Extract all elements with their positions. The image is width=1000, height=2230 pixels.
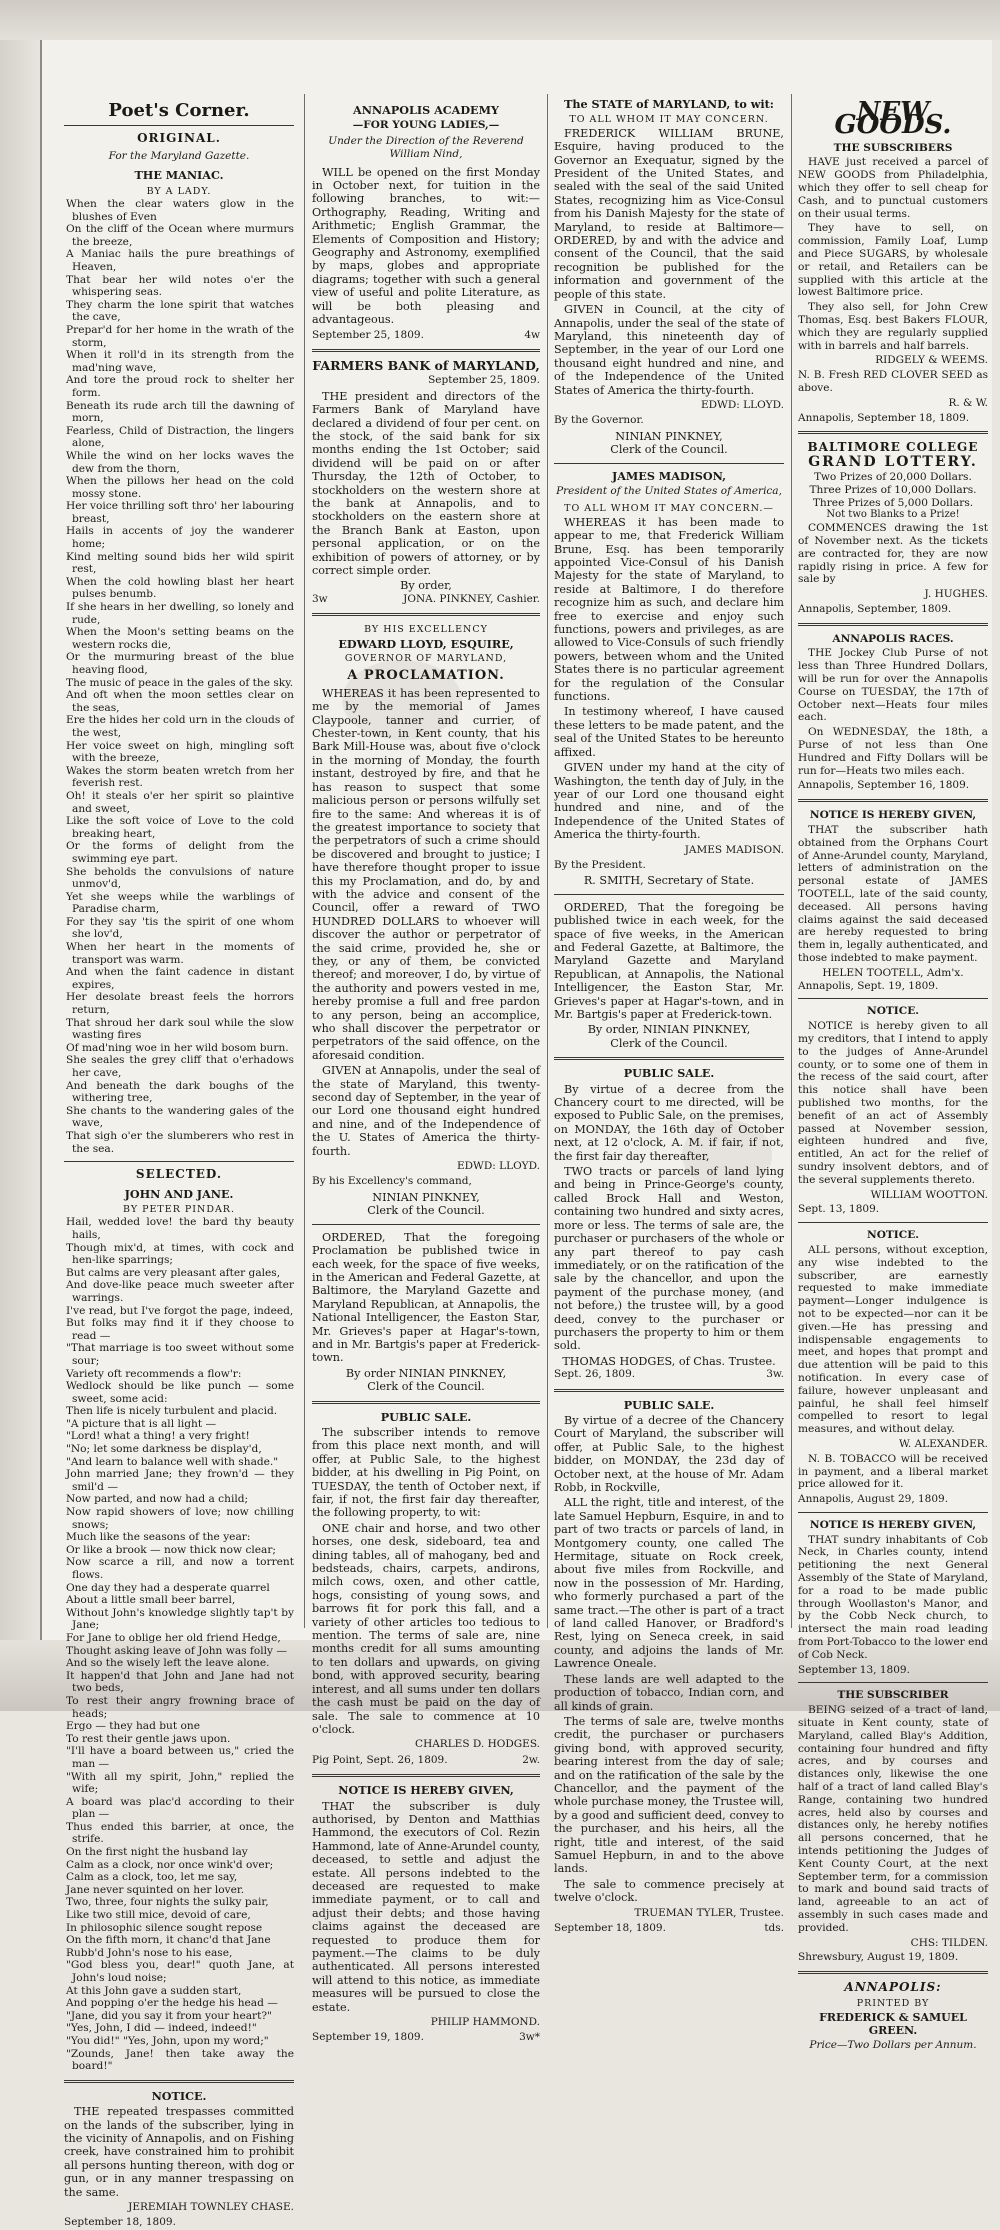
- scan-left-edge: [0, 40, 40, 1640]
- poem-line: Kind melting sound bids her wild spirit rest,: [66, 550, 294, 576]
- notice4-title: NOTICE IS HEREBY GIVEN,: [809, 1518, 977, 1531]
- poem-title: THE MANIAC.: [134, 168, 224, 183]
- poem-line: "Jane, did you say it from your heart?": [66, 2009, 272, 2022]
- president-secretary: R. SMITH, Secretary of State.: [583, 874, 755, 888]
- notice2-date: Sept. 13, 1809.: [798, 1203, 880, 1216]
- poem-line: And dove-like peace much sweeter after warrings.: [66, 1279, 294, 1304]
- prize-line: Two Prizes of 20,000 Dollars.: [814, 470, 972, 483]
- poem-line: That sigh o'er the slumberers who rest in the sea.: [66, 1129, 294, 1155]
- races-text-2: On WEDNESDAY, the 18th, a Purse of not less than One Hundred and Fifty Dollars will be run for—Heats two miles each.: [798, 726, 988, 777]
- poem-line: "Zounds, Jane! then take away the board!": [66, 2047, 294, 2073]
- ordered-text: ORDERED, That the foregoing be published twice in each week, for the space of five weeks, in the American and Federal Gazette, at Baltimore, the Maryland Gazette and Maryland Republican, at Annapolis, the National Intelligencer, the Easton Star, Mr. Grieves's paper at Hagar's-town, and in Mr. Bartgis's paper at Frederick-town.: [554, 900, 784, 1021]
- sale2-text-4: The terms of sale are, twelve months credit, the purchaser or purchasers giving bond, with approved security, bearing interest from the day of sale; and on the ratification of the sale by the Chancellor, and the payment of the whole purchase money, the Trustee will, by a good and sufficient deed, convey to the purchaser, and his heirs, all the right, title and interest, of the said Samuel Hepburn, in and to the above lands.: [554, 1714, 784, 1876]
- president-given: GIVEN under my hand at the city of Washington, the tenth day of July, in the year of our Lord one thousand eight hundred and nine, and of the Independence of the United States of America the thirty-fourth.: [554, 761, 784, 842]
- poem-line: If she hears in her dwelling, so lonely and rude,: [66, 601, 294, 626]
- poem-line: For Jane to oblige her old friend Hedge,: [66, 1631, 281, 1644]
- poem-line: Two, three, four nights the sulky pair,: [66, 1896, 269, 1909]
- poem-line: "God bless you, dear!" quoth Jane, at John's loud noise;: [66, 1959, 294, 1984]
- poem-line: Or the forms of delight from the swimming eye part.: [66, 840, 294, 865]
- poem-line: Much like the seasons of the year:: [66, 1531, 251, 1544]
- poem-line: Variety oft recommends a flow'r:: [66, 1367, 242, 1380]
- column-academy-bank: [312, 98, 540, 2044]
- poem-line: Thus ended this barrier, at once, the strife.: [66, 1820, 294, 1846]
- bank-title: FARMERS BANK of MARYLAND,: [312, 357, 540, 373]
- poem-line: Or like a brook — now thick now clear;: [66, 1543, 276, 1556]
- lottery-signature: J. HUGHES.: [924, 588, 988, 601]
- poem-line: Like the soft voice of Love to the cold breaking heart,: [66, 815, 294, 840]
- poem-line: And beneath the dark boughs of the withering tree,: [66, 1079, 294, 1105]
- sale2-title: PUBLIC SALE.: [623, 1397, 715, 1412]
- ordered-clerk: Clerk of the Council.: [610, 1036, 728, 1050]
- poem-line: "A picture that is all light —: [66, 1417, 217, 1430]
- poem-line: It happen'd that John and Jane had not two beds,: [66, 1669, 294, 1695]
- poem-line: The music of peace in the gales of the sky.: [66, 676, 294, 689]
- president-text: WHEREAS it has been made to appear to me, that Frederick William Brune, Esq. has been temporarily appointed Vice-Consul of his Danish Majesty for the state of Maryland, to reside at Baltimore, I do therefore recognize him as such, and declare him free to exercise and enjoy such functions, powers and privileges, as are allowed to Vice-Consuls of such friendly powers, between whom and the United States there is no particular agreement for the regulation of the Consular functions.: [554, 515, 784, 704]
- scan-top-edge: [0, 0, 1000, 40]
- poem-line: When the clear waters glow in the blushes of Even: [66, 198, 294, 223]
- poem-line: Her desolate breast feels the horrors return,: [66, 991, 294, 1017]
- races-title: ANNAPOLIS RACES.: [832, 632, 954, 645]
- poem-line: Wakes the storm beaten wretch from her feverish rest.: [66, 764, 294, 790]
- poem-line: Or the murmuring breast of the blue heaving flood,: [66, 651, 294, 676]
- sale-text-2: ONE chair and horse, and two other horses, one desk, sideboard, tea and dining tables, all of mahogany, bed and bedsteads, chairs, carpets, andirons, milch cows, oxen, and other cattle, hogs, consisting of young sows, and barrows fit for pork this fall, and a variety of other articles too tedious to mention. The terms of sale are, nine months credit for all sums amounting to ten dollars and upwards, on giving bond, with approved security, bearing interest, and all sums under ten dollars the cash must be paid on the day of sale. The sale to commence at 10 o'clock.: [312, 1521, 540, 1736]
- poem-line: Wedlock should be like punch — some sweet, some acid:: [66, 1380, 294, 1405]
- ordered-signature: NINIAN PINKNEY,: [642, 1023, 751, 1037]
- lottery-date: Annapolis, September, 1809.: [798, 602, 952, 615]
- notice3-signature: W. ALEXANDER.: [898, 1437, 988, 1450]
- poem-line: Jane never squinted on her lover.: [66, 1883, 245, 1896]
- poem-line: When the Moon's setting beams on the western rocks die,: [66, 626, 294, 651]
- sale2-text-3: These lands are well adapted to the production of tobacco, Indian corn, and all kinds of grain.: [554, 1672, 784, 1713]
- notice-signature: JEREMIAH TOWNLEY CHASE.: [128, 2201, 294, 2213]
- state-signature: EDWD: LLOYD.: [700, 398, 784, 411]
- proclamation-given: GIVEN at Annapolis, under the seal of the state of Maryland, this twenty-second day of September, in the year of our Lord one thousand eight hundred and nine, and of the Independence of the U. States of America the thirty-fourth.: [312, 1064, 540, 1158]
- imprint-names: FREDERICK & SAMUEL GREEN.: [819, 2010, 967, 2037]
- poem-line: When her heart in the moments of transport was warm.: [66, 941, 294, 966]
- sale1-code: 3w.: [766, 1368, 784, 1381]
- poem-line: Calm as a clock, too, let me say,: [66, 1871, 238, 1884]
- notice4-text: THAT sundry inhabitants of Cob Neck, in Charles county, intend petitioning the next General Assembly of the State of Maryland, for a road to be made public through Woollaston's Manor, and by the Cobb Neck church, to intersect the main road leading from Port-Tobacco to the lower end of Cob Neck.: [798, 1533, 988, 1661]
- sale2-code: tds.: [764, 1922, 784, 1934]
- column-state-notices: [554, 97, 784, 1934]
- bank-date: September 25, 1809.: [428, 374, 540, 387]
- subscriber-text: BEING seized of a tract of land, situate in Kent county, state of Maryland, called Blay's Addition, containing four hundred and fifty acres, and by courses and distances only, likewise the one half of a tract of land called Blay's Range, containing two hundred acres, held also by courses and distances only, he hereby notifies all persons concerned, that he intends petitioning the Judges of Kent County Court, at the next September term, for a commission to mark and bound said tracts of land, agreeable to an act of assembly in such cases made and provided.: [798, 1704, 988, 1934]
- academy-title: ANNAPOLIS ACADEMY: [353, 103, 499, 117]
- ordered-clerk: Clerk of the Council.: [367, 1380, 485, 1394]
- selected-label: SELECTED.: [135, 1167, 223, 1182]
- academy-text: WILL be opened on the first Monday in October next, for tuition in the following branches, to wit:— Orthography, Reading, Writing and Arithmetic; English Grammar, the Elements of Composition and History; Geography and Astronomy, exemplified by maps, globes and appropriate diagrams; together with such a general view of useful and polite Literature, as will be both pleasing and advantageous.: [312, 165, 540, 327]
- ordered-by: By order: [345, 1366, 396, 1380]
- notice3-text: ALL persons, without exception, any wise indebted to the subscriber, are earnestly requested to make immediate payment—Longer indulgence is not to be expected—nor can it be given.—He has pressing and indispensable engagements to meet, and hopes that prompt and due attention will be paid to this notification. In every case of failure, however unpleasant and painful, he shall feel himself compelled to resort to legal measures, and without delay.: [798, 1243, 988, 1436]
- president-signature: JAMES MADISON.: [684, 843, 784, 856]
- lottery-title: BALTIMORE COLLEGE: [807, 440, 979, 455]
- poem-line: "I'll have a board between us," cried the man —: [66, 1745, 294, 1770]
- notice3-title: NOTICE.: [867, 1229, 919, 1242]
- poem-line: I've read, but I've forgot the page, indeed,: [66, 1304, 294, 1317]
- imprint-place: ANNAPOLIS:: [844, 1980, 942, 1995]
- prizes-note: Not two Blanks to a Prize!: [826, 509, 960, 521]
- notice2-title: NOTICE.: [867, 1005, 919, 1018]
- subscriber-signature: CHS: TILDEN.: [910, 1936, 988, 1949]
- subscriber-date: Shrewsbury, August 19, 1809.: [798, 1951, 959, 1964]
- president-name: JAMES MADISON,: [611, 468, 727, 483]
- poem-line: Thought asking leave of John was folly —: [66, 1644, 287, 1657]
- poem-line: "That marriage is too sweet without some sour;: [66, 1342, 294, 1367]
- president-to: TO ALL WHOM IT MAY CONCERN.—: [564, 503, 774, 515]
- proclamation-signature: EDWD: LLOYD.: [456, 1160, 540, 1173]
- poem-line: Then life is nicely turbulent and placid.: [66, 1405, 278, 1418]
- poem-line: Her voice thrilling soft thro' her labouring breast,: [66, 500, 294, 525]
- state-to: TO ALL WHOM IT MAY CONCERN.: [569, 114, 769, 126]
- sale2-text: By virtue of a decree of the Chancery Court of Maryland, the subscriber will offer, at Public Sale, to the highest bidder, on MONDAY, the 23d day of October next, at the house of Mr. Adam Robb, in Rockville,: [554, 1413, 784, 1494]
- lottery-text: COMMENCES drawing the 1st of November next. As the tickets are contracted for, they are now rapidly rising in price. A few for sale by: [798, 522, 988, 586]
- poem-line: Ergo — they had but one: [66, 1720, 200, 1733]
- poem-line: She chants to the wandering gales of the wave,: [66, 1104, 294, 1130]
- poem-line: "With all my spirit, John," replied the wife;: [66, 1770, 294, 1796]
- notice3-date: Annapolis, August 29, 1809.: [798, 1493, 949, 1506]
- academy-date: September 25, 1809.: [312, 328, 424, 341]
- column-advertisements: [798, 97, 988, 2052]
- sale1-date: Sept. 26, 1809.: [554, 1368, 636, 1381]
- poem-line: On the fifth morn, it chanc'd that Jane: [66, 1934, 271, 1947]
- notice-date: September 18, 1809.: [64, 2216, 176, 2229]
- sale-code: 2w.: [522, 1753, 540, 1766]
- sale-title: PUBLIC SALE.: [380, 1409, 472, 1424]
- poem-line: "Yes, John, I did — indeed, indeed!": [66, 2022, 257, 2035]
- proclamation-command: By his Excellency's command,: [312, 1175, 472, 1188]
- sale2-text-5: The sale to commence precisely at twelve o'clock.: [554, 1877, 784, 1905]
- poem-line: Rubb'd John's nose to his ease,: [66, 1946, 233, 1959]
- goods-text-2: They have to sell, on commission, Family Loaf, Lump and Piece SUGARS, by wholesale or retail, and Retailers can be supplied with this article at the lowest Baltimore price.: [798, 222, 988, 299]
- prize-line: Three Prizes of 10,000 Dollars.: [809, 483, 977, 496]
- prize-list: [798, 471, 988, 509]
- notice-title: NOTICE.: [151, 2088, 207, 2103]
- proclamation-clerk-title: Clerk of the Council.: [367, 1204, 485, 1218]
- sale-date: Pig Point, Sept. 26, 1809.: [312, 1753, 448, 1766]
- poem-line: Like two still mice, devoid of care,: [66, 1909, 251, 1922]
- poem-line: But folks may find it if they choose to read —: [66, 1317, 294, 1342]
- races-text: THE Jockey Club Purse of not less than Three Hundred Dollars, will be run for over the Annapolis Course on TUESDAY, the 17th of October next—Heats four miles each.: [798, 647, 988, 724]
- sale1-signature: THOMAS HODGES, of Chas. Trustee.: [562, 1354, 776, 1368]
- poem-line: Now parted, and now had a child;: [66, 1493, 249, 1506]
- academy-code: 4w: [524, 328, 540, 341]
- poem-line: To rest their gentle jaws upon.: [66, 1732, 231, 1745]
- poem-line: Yet she weeps while the warblings of Paradise charm,: [66, 890, 294, 916]
- poem-line: Calm as a clock, nor once wink'd over;: [66, 1858, 274, 1871]
- sale-text: The subscriber intends to remove from this place next month, and will offer, at Public Sale, to the highest bidder, at his dwelling in Pig Point, on TUESDAY, the tenth of October next, if fair, if not, the first fair day thereafter, the following property, to wit:: [312, 1425, 540, 1520]
- column-poets-corner: [64, 98, 294, 2229]
- poem-line: They charm the lone spirit that watches the cave,: [66, 298, 294, 324]
- poem-line: Without John's knowledge slightly tap't by Jane;: [66, 1606, 294, 1632]
- president-by: By the President.: [554, 858, 646, 871]
- column-rule: [791, 94, 792, 1628]
- president-title: President of the United States of America,: [556, 484, 782, 497]
- notice1-title: NOTICE IS HEREBY GIVEN,: [809, 809, 977, 822]
- poem-line: When it roll'd in its strength from the mad'ning wave,: [66, 349, 294, 374]
- imprint-price: Price—Two Dollars per Annum.: [809, 2039, 977, 2052]
- poem-line: That shroud her dark soul while the slow wasting fires: [66, 1016, 294, 1042]
- poem-line: And oft when the moon settles clear on the seas,: [66, 689, 294, 714]
- poem-line: To rest their angry frowning brace of heads;: [66, 1694, 294, 1720]
- poem-line: A Maniac hails the pure breathings of Heaven,: [66, 248, 294, 273]
- poem-line: One day they had a desperate quarrel: [66, 1581, 270, 1594]
- poem-line: And tore the proud rock to shelter her form.: [66, 374, 294, 399]
- poem-line: She beholds the convulsions of nature unmov'd,: [66, 865, 294, 891]
- ordered-text: ORDERED, That the foregoing Proclamation be published twice in each week, for the space of five weeks, in the American and Federal Gazette, at Baltimore, the Maryland Gazette and Maryland Republican, at Annapolis, the National Intelligencer, the Easton Star, Mr. Grieves's paper at Hagar's-town, and in Mr. Bartgis's paper at Frederick-town.: [312, 1230, 540, 1365]
- poem-line: When the cold howling blast her heart pulses benumb.: [66, 575, 294, 601]
- for-label: For the Maryland Gazette.: [108, 149, 250, 162]
- proclamation-title: A PROCLAMATION.: [347, 668, 505, 684]
- poem2-author: BY PETER PINDAR.: [123, 1203, 235, 1215]
- notice-date: September 19, 1809.: [312, 2031, 424, 2044]
- poem-line: At this John gave a sudden start,: [66, 1984, 242, 1997]
- sale2-date: September 18, 1809.: [554, 1922, 666, 1934]
- state-given: GIVEN in Council, at the city of Annapolis, under the seal of the state of Maryland, this nineteenth day of September, in the year of our Lord one thousand eight hundred and nine, and of the Independence of the United States of America the thirty-fourth.: [554, 303, 784, 397]
- prize-line: Three Prizes of 5,000 Dollars.: [812, 496, 974, 509]
- bank-code: 3w: [312, 592, 328, 605]
- goods-text-3: They also sell, for John Crew Thomas, Esq. best Bakers FLOUR, which they are regularly supplied with in barrels and half barrels.: [798, 301, 988, 352]
- state-by: By the Governor.: [554, 414, 644, 427]
- poem-line: In philosophic silence sought repose: [66, 1921, 263, 1934]
- poem-line: Beneath its rude arch till the dawning of morn,: [66, 399, 294, 425]
- goods-date: Annapolis, September 18, 1809.: [798, 411, 970, 424]
- poem-line: "You did!" "Yes, John, upon my word;": [66, 2034, 269, 2047]
- subscriber-title: THE SUBSCRIBER: [837, 1689, 949, 1702]
- bank-order: By order,: [400, 579, 452, 593]
- state-title: The STATE of MARYLAND, to wit:: [564, 97, 774, 111]
- sale1-title: PUBLIC SALE.: [623, 1066, 715, 1081]
- proclamation-text: WHEREAS it has been represented to me by the memorial of James Claypoole, tanner and currier, of Chester-town, in Kent county, that his Bark Mill-House was, about five o'clock in the morning of Monday, the fourth instant, destroyed by fire, and that he has reason to suspect that some malicious person or persons wilfully set fire to the same: And whereas it is of the greatest importance to society that the perpetrators of such a crime should be discovered and brought to justice; I have therefore thought proper to issue this my Proclamation, and do, by and with the advice and consent of the Council, offer a reward of TWO HUNDRED DOLLARS to whoever will discover the author or perpetrator of the said crime, provided he, she or they, or any of them, be convicted thereof; and moreover, I do, by virtue of the authority and powers vested in me, hereby promise a full and free pardon to any person, being an accomplice, who shall discover the perpetrator or perpetrators of the said offence, on the aforesaid condition.: [312, 686, 540, 1062]
- notice-text: THAT the subscriber is duly authorised, by Denton and Matthias Hammond, the executors of Col. Rezin Hammond, late of Anne-Arundel county, deceased, to settle and adjust the estate. All persons indebted to the deceased are requested to make immediate payment, or to call and adjust their debts; and those having claims against the deceased are requested to produce them for payment.—The claims to be duly authenticated. All persons interested will attend to this notice, as immediate measures will be pursued to close the estate.: [312, 1799, 540, 2014]
- bank-signature: JONA. PINKNEY, Cashier.: [403, 592, 540, 605]
- poets-corner-heading: Poet's Corner.: [108, 100, 250, 121]
- notice-code: 3w*: [519, 2031, 540, 2044]
- poem-line: And so the wisely left the leave alone.: [66, 1657, 270, 1670]
- bank-text: THE president and directors of the Farmers Bank of Maryland have declared a dividend of four per cent. on the stock, of the said bank for six months ending the 1st October; said dividend will be paid on or after Thursday, the 12th of October, to stockholders on the western shore at the bank at Annapolis, and to stockholders on the eastern shore at the Branch Bank at Easton, upon personal application, or on the exhibition of powers of attorney, or by correct simple order.: [312, 389, 540, 577]
- poem2-title: JOHN AND JANE.: [124, 1186, 234, 1201]
- sale1-text-2: TWO tracts or parcels of land lying and being in Prince-George's county, called Brock Hall and Weston, containing two hundred and sixty acres, more or less. The terms of sale are, the purchaser or purchasers of the whole or any part thereof to pay cash immediately, or on the ratification of the sale by the chancellor, and upon the payment of the purchase money, (and not before,) the trustee will, by a good deed, convey to the purchaser or purchasers the property to him or them sold.: [554, 1165, 784, 1353]
- academy-direction: Under the Direction of the Reverend William Nind,: [328, 134, 524, 161]
- poem-line: "No; let some darkness be display'd,: [66, 1443, 262, 1456]
- president-testimony: In testimony whereof, I have caused these letters to be made patent, and the seal of the United States to be hereunto affixed.: [554, 705, 784, 759]
- poem-line: Hail, wedded love! the bard thy beauty hails,: [66, 1216, 294, 1241]
- poem-line: Fearless, Child of Distraction, the lingers alone,: [66, 424, 294, 450]
- sale2-text-2: ALL the right, title and interest, of the late Samuel Hepburn, Esquire, in and to part of two tracts or parcels of land, in Montgomery county, one called The Hermitage, situate on Rock creek, about five miles from Rockville, and now in the possession of Mr. Harding, who formerly purchased a part of the same tract.—The other is part of a tract of land called Hanover, or Bradford's Rest, lying on Seneca creek, in said county, and adjoins the lands of Mr. Lawrence Oneale.: [554, 1496, 784, 1671]
- notice1-date: Annapolis, Sept. 19, 1809.: [798, 979, 939, 992]
- sale2-signature: TRUEMAN TYLER, Trustee.: [634, 1906, 784, 1919]
- academy-subtitle: —FOR YOUNG LADIES,—: [352, 119, 500, 132]
- poem-line: Prepar'd for her home in the wrath of the storm,: [66, 323, 294, 349]
- column-rule: [304, 94, 305, 1628]
- notice-text: THE repeated trespasses committed on the lands of the subscriber, lying in the vicinity of Annapolis, and on Fishing creek, have constrained him to prohibit all persons hunting thereon, with dog or gun, or in any manner trespassing on the same.: [64, 2105, 294, 2199]
- notice-signature: PHILIP HAMMOND.: [430, 2016, 540, 2029]
- lottery-subtitle: GRAND LOTTERY.: [808, 454, 978, 471]
- notice-title: NOTICE IS HEREBY GIVEN,: [338, 1783, 514, 1798]
- poem-line: But calms are very pleasant after gales,: [66, 1266, 281, 1279]
- notice2-text: NOTICE is hereby given to all my creditors, that I intend to apply to the judges of Anne-Arundel county, or to some one of them in the recess of the said court, after this notice shall have been published two months, for the benefit of an act of Assembly passed at November session, eighteen hundred and five, entitled, An act for the relief of sundry insolvent debtors, and of the several supplements thereto.: [798, 1020, 988, 1186]
- poem-line: That bear her wild notes o'er the whispering seas.: [66, 273, 294, 299]
- sale1-text: By virtue of a decree from the Chancery court to me directed, will be exposed to Public Sale, on the premises, on MONDAY, the 16th day of October next, at 12 o'clock, A. M. if fair, if not, the first fair day thereafter,: [554, 1082, 784, 1163]
- state-clerk: NINIAN PINKNEY,: [615, 429, 723, 443]
- imprint-by: PRINTED BY: [856, 1997, 930, 2009]
- poem-line: She seales the grey cliff that o'erhadows her cave,: [66, 1054, 294, 1079]
- state-text: FREDERICK WILLIAM BRUNE, Esquire, having produced to the Governor an Exequatur, signed by the President of the United States, and sealed with the seal of the said United States, recognizing him as Vice-Consul from his Danish Majesty for the state of Maryland, to reside at Baltimore— ORDERED, by and with the advice and consent of the Council, that the said recognition be published for the information and government of the people of this state.: [554, 126, 784, 301]
- goods-signature: RIDGELY & WEEMS.: [875, 354, 988, 367]
- column-rule: [547, 94, 548, 1628]
- poem-line: Oh! it steals o'er her spirit so plaintive and sweet,: [66, 789, 294, 815]
- poem-line: For they say 'tis the spirit of one whom she lov'd,: [66, 915, 294, 941]
- poem-line: And when the faint cadence in distant expires,: [66, 966, 294, 991]
- notice4-date: September 13, 1809.: [798, 1663, 910, 1676]
- poem-line: "Lord! what a thing! a very fright!: [66, 1430, 250, 1443]
- poem-line: A board was plac'd according to their plan —: [66, 1795, 294, 1821]
- goods-text: HAVE just received a parcel of NEW GOODS from Philadelphia, which they offer to sell cheap for Cash, and to punctual customers on their usual terms.: [798, 156, 988, 220]
- ordered-by: By order,: [587, 1023, 640, 1037]
- newspaper-page: [40, 40, 992, 2229]
- ordered-signature: NINIAN PINKNEY,: [398, 1366, 507, 1380]
- poem-line: Though mix'd, at times, with cock and hen-like sparrings;: [66, 1241, 294, 1267]
- poem-line: "And learn to balance well with shade.": [66, 1455, 279, 1468]
- poem-line: Her voice sweet on high, mingling soft with the breeze,: [66, 739, 294, 765]
- proclamation-by: BY HIS EXCELLENCY: [364, 624, 488, 636]
- poem-line: And popping o'er the hedge his head —: [66, 1997, 278, 2010]
- poem-line: Ere the hides her cold urn in the clouds of the west,: [66, 714, 294, 739]
- proclamation-clerk: NINIAN PINKNEY,: [372, 1190, 480, 1204]
- notice2-signature: WILLIAM WOOTTON.: [870, 1188, 988, 1201]
- poem-maniac: [64, 198, 294, 1155]
- poem-line: When the pillows her head on the cold mossy stone.: [66, 475, 294, 500]
- original-label: ORIGINAL.: [137, 131, 221, 146]
- poem-line: On the cliff of the Ocean where murmurs the breeze,: [66, 223, 294, 248]
- state-clerk-title: Clerk of the Council.: [610, 443, 728, 457]
- races-date: Annapolis, September 16, 1809.: [798, 779, 970, 792]
- notice1-signature: HELEN TOOTELL, Adm'x.: [822, 966, 964, 979]
- poem-line: Now rapid showers of love; now chilling snows;: [66, 1506, 294, 1531]
- goods-nb: N. B. Fresh RED CLOVER SEED as above.: [798, 369, 988, 394]
- poem-line: About a little small beer barrel,: [66, 1594, 236, 1607]
- notice3-nb: N. B. TOBACCO will be received in payment, and a liberal market price allowed for it.: [798, 1452, 988, 1491]
- poem-author: BY A LADY.: [146, 185, 212, 197]
- proclamation-name: EDWARD LLOYD, ESQUIRE,: [338, 636, 514, 651]
- goods-title: THE SUBSCRIBERS: [833, 141, 953, 154]
- poem-line: On the first night the husband lay: [66, 1846, 248, 1859]
- poem-line: Now scarce a rill, and now a torrent flows.: [66, 1556, 294, 1581]
- notice1-text: THAT the subscriber hath obtained from the Orphans Court of Anne-Arundel county, Maryland, letters of administration on the personal estate of JAMES TOOTELL, late of the said county, deceased. All persons having claims against the said deceased are hereby requested to bring them in, legally authenticated, and those indebted to make payment.: [798, 824, 988, 965]
- poem-line: Hails in accents of joy the wanderer home;: [66, 525, 294, 551]
- sale-signature: CHARLES D. HODGES.: [415, 1738, 540, 1751]
- proclamation-office: GOVERNOR OF MARYLAND,: [344, 653, 508, 665]
- poem-line: John married Jane; they frown'd — they smil'd —: [66, 1468, 294, 1493]
- poem-line: While the wind on her locks waves the dew from the thorn,: [66, 449, 294, 475]
- poem-john-and-jane: [64, 1216, 294, 2072]
- new-goods-heading: NEW GOODS.: [834, 97, 952, 140]
- poem-line: Of mad'ning woe in her wild bosom burn.: [66, 1041, 289, 1054]
- goods-initials: R. & W.: [948, 396, 988, 409]
